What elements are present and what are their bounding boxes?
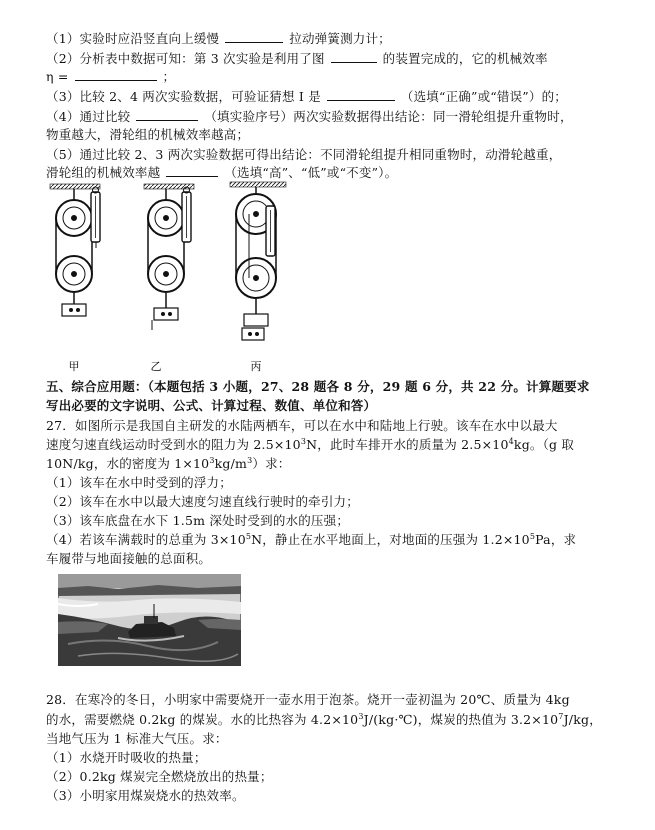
q28-subquestion: （2）0.2kg 煤炭完全燃烧放出的热量； — [46, 769, 273, 784]
fig-label-bing: 丙 — [250, 360, 262, 373]
q28-subquestion: （3）小明家用煤炭烧水的热效率。 — [46, 788, 245, 803]
q27-line2 — [46, 436, 574, 454]
q27-sub4 — [46, 531, 576, 549]
q26-part4-text: （4）通过比较 — [46, 109, 131, 124]
q27-line1 — [46, 417, 558, 435]
q27-sub4-cont — [46, 550, 211, 568]
q28-line3 — [46, 730, 228, 748]
q27-text: ）求： — [252, 456, 291, 471]
q27-subquestion: N，静止在水平地面上，对地面的压强为 1.2×10 — [251, 532, 530, 547]
q27-subquestion: （4）若该车满载时的总重为 3×10 — [46, 532, 246, 547]
q28-subquestion: （1）水烧开时吸收的热量； — [46, 750, 207, 765]
exponent: 3 — [247, 455, 253, 465]
q27-text: kg/m — [214, 456, 248, 471]
q27-subquestion: （2）该车在水中以最大速度匀速直线行驶时的牵引力； — [46, 494, 359, 509]
q28-text: J/(kg·℃)，煤炭的热值为 3.2×10 — [363, 712, 559, 727]
exponent: 5 — [529, 531, 536, 541]
q26-part3-text: （3）比较 2、4 两次实验数据，可验证猜想 I 是 — [46, 89, 321, 104]
q28-text: J/kg， — [563, 712, 602, 727]
q26-part4-cont — [46, 126, 249, 144]
q26-part3 — [46, 88, 567, 106]
exponent: 5 — [245, 531, 252, 541]
answer-blank[interactable] — [327, 88, 395, 101]
answer-blank[interactable] — [225, 30, 283, 43]
q27-text: 10N/kg，水的密度为 1×10 — [46, 456, 210, 471]
answer-blank[interactable] — [331, 50, 377, 63]
q26-part1 — [46, 30, 391, 48]
section5-line1: 五、综合应用题：（本题包括 3 小题，27、28 题各 8 分，29 题 6 分，共 22 分。计算题要求 — [46, 379, 590, 394]
exponent: 4 — [508, 436, 514, 446]
answer-blank[interactable] — [136, 108, 198, 121]
q28-line1 — [46, 691, 570, 709]
q28-sub3 — [46, 787, 245, 805]
exponent: 3 — [358, 711, 364, 721]
pulley-figure-jia — [50, 184, 100, 316]
fig-label-yi: 乙 — [150, 360, 162, 373]
q26-part4-text-cont: 物重越大，滑轮组的机械效率越高； — [46, 127, 250, 142]
q27-text: 速度匀速直线运动时受到水的阻力为 2.5×10 — [46, 437, 301, 452]
q26-part5-text: （5）通过比较 2、3 两次实验数据可得出结论：不同滑轮组提升相同重物时，动滑轮越重， — [46, 147, 562, 162]
answer-blank[interactable] — [75, 68, 157, 81]
q28-sub1 — [46, 749, 207, 767]
exponent: 3 — [300, 436, 307, 446]
q26-part3-text-end: （选填“正确”或“错误”）的； — [400, 89, 567, 104]
eta-label: η = — [46, 69, 69, 84]
q26-part5-text-cont: 滑轮组的机械效率越 — [46, 165, 161, 180]
section5-line2: 写出必要的文字说明、公式、计算过程、数值、单位和答） — [46, 398, 377, 413]
exponent: 3 — [209, 455, 215, 465]
q28-sub2 — [46, 768, 273, 786]
q26-part5 — [46, 146, 561, 164]
q26-part2 — [46, 50, 548, 68]
q26-part4-text-end: （填实验序号）两次实验数据得出结论：同一滑轮组提升重物时， — [204, 109, 573, 124]
q27-text: N，此时车排开水的质量为 2.5×10 — [306, 437, 509, 452]
q26-part4 — [46, 108, 573, 126]
q26-part5-text-end: （选填“高”、“低”或“不变”）。 — [224, 165, 398, 180]
pulley-figures — [44, 178, 304, 378]
q28-line2 — [46, 711, 602, 729]
section5-header-cont — [46, 397, 376, 415]
q26-part2-text: （2）分析表中数据可知：第 3 次实验是利用了图 — [46, 51, 325, 66]
answer-blank[interactable] — [166, 164, 218, 177]
q26-part2-text-end: 的装置完成的，它的机械效率 — [382, 51, 548, 66]
q27-text: kg。（g 取 — [513, 437, 575, 452]
section5-header — [46, 378, 590, 396]
pulley-figure-bing — [230, 182, 286, 340]
q27-subquestion: 车履带与地面接触的总面积。 — [46, 551, 212, 566]
q26-part1-text-end: 拉动弹簧测力计； — [289, 31, 391, 46]
q28-text: 的水，需要燃烧 0.2kg 的煤炭。水的比热容为 4.2×10 — [46, 712, 359, 727]
q27-subquestion: Pa，求 — [535, 532, 577, 547]
q26-part1-text: （1）实验时应沿竖直向上缓慢 — [46, 31, 220, 46]
fig-label-jia: 甲 — [68, 360, 80, 373]
q27-subquestion: （1）该车在水中时受到的浮力； — [46, 475, 232, 490]
q27-text: 27．如图所示是我国自主研发的水陆两栖车，可以在水中和陆地上行驶。该车在水中以最大 — [46, 418, 558, 433]
punct: ； — [162, 69, 176, 84]
q28-text: 28．在寒冷的冬日，小明家中需要烧开一壶水用于泡茶。烧开一壶初温为 20℃、质量为 4kg — [46, 692, 570, 707]
q27-sub2 — [46, 493, 359, 511]
amphibious-vehicle-photo — [58, 574, 241, 666]
pulley-figure-yi — [144, 184, 194, 330]
exponent: 7 — [558, 711, 564, 721]
q27-line3 — [46, 455, 291, 473]
q27-subquestion: （3）该车底盘在水下 1.5m 深处时受到的水的压强； — [46, 513, 350, 528]
q28-text: 当地气压为 1 标准大气压。求： — [46, 731, 228, 746]
q27-sub3 — [46, 512, 349, 530]
q27-sub1 — [46, 474, 232, 492]
q26-part2-eta — [46, 68, 175, 86]
